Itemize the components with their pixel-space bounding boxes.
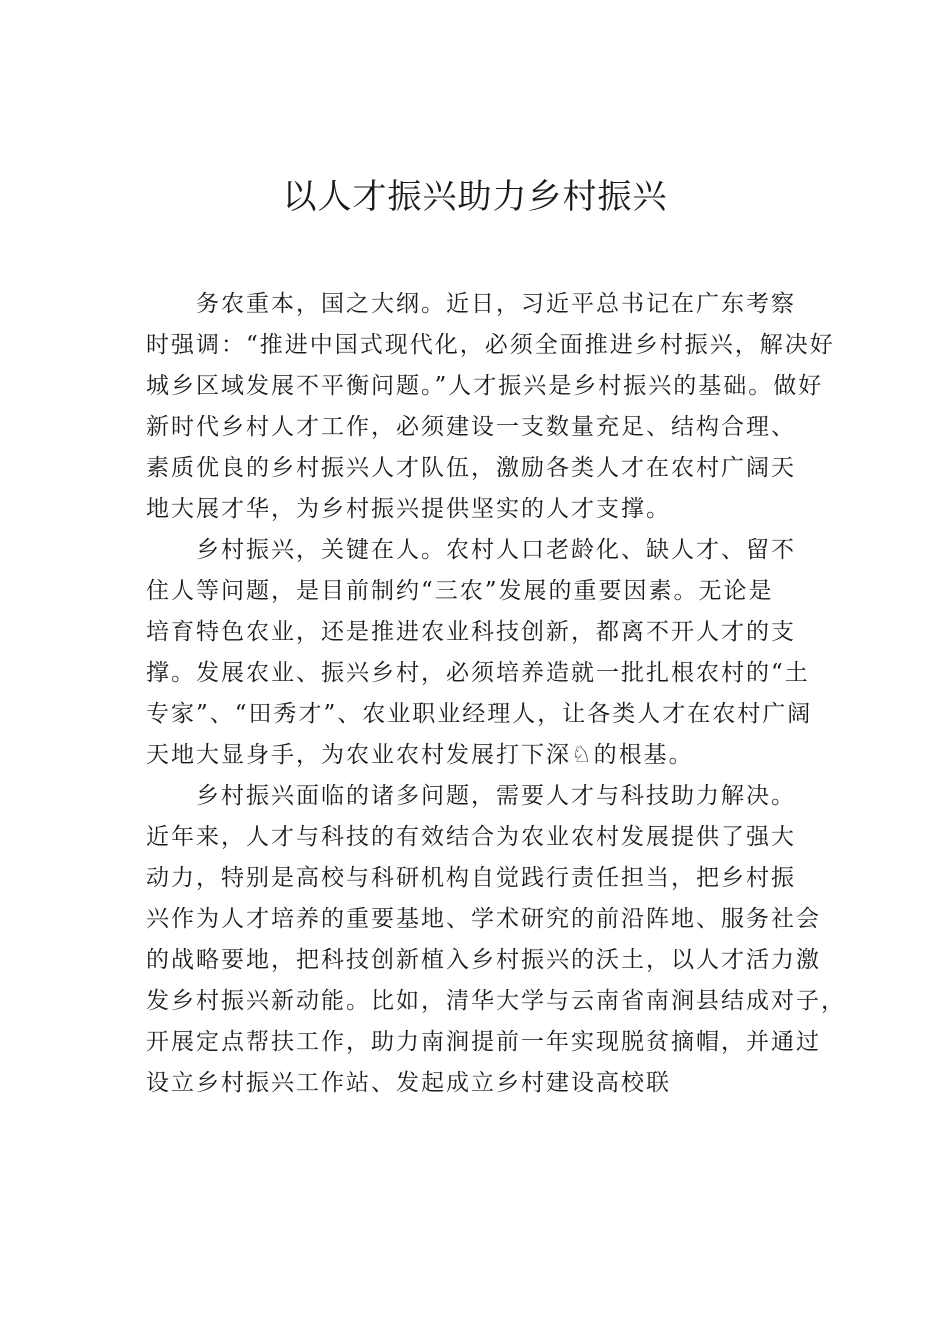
document-title: 以人才振兴助力乡村振兴	[282, 177, 668, 217]
paragraph-line: 素质优良的乡村振兴人才队伍，激励各类人才在农村广阔天	[146, 455, 796, 481]
document-body	[146, 284, 846, 1104]
paragraph-line: 乡村振兴面临的诸多问题，需要人才与科技助力解决。	[196, 783, 796, 809]
paragraph-line: 培育特色农业，还是推进农业科技创新，都离不开人才的支	[146, 619, 796, 645]
paragraph-line: 开展定点帮扶工作，助力南涧提前一年实现脱贫摘帽，并通过	[146, 1029, 821, 1055]
paragraph-line: 城乡区域发展不平衡问题。”人才振兴是乡村振兴的基础。做好	[146, 373, 824, 399]
paragraph-line: 专家”、“田秀才”、农业职业经理人，让各类人才在农村广阔	[146, 701, 813, 727]
paragraph-line: 兴作为人才培养的重要基地、学术研究的前沿阵地、服务社会	[146, 906, 821, 932]
paragraph-line: 撑。发展农业、振兴乡村，必须培养造就一批扎根农村的“土	[146, 660, 810, 686]
paragraph-line: 地大展才华，为乡村振兴提供坚实的人才支撑。	[146, 496, 671, 522]
paragraph-line: 新时代乡村人才工作，必须建设一支数量充足、结构合理、	[146, 414, 796, 440]
paragraph-line: 的战略要地，把科技创新植入乡村振兴的沃土，以人才活力激	[146, 947, 821, 973]
paragraph-line: 住人等问题，是目前制约“三农”发展的重要因素。无论是	[146, 578, 774, 604]
paragraph-line: 发乡村振兴新动能。比如，清华大学与云南省南涧县结成对子，	[146, 988, 846, 1014]
paragraph-line: 天地大显身手，为农业农村发展打下深♘的根基。	[146, 742, 694, 768]
paragraph-line: 近年来，人才与科技的有效结合为农业农村发展提供了强大	[146, 824, 796, 850]
paragraph-line: 务农重本，国之大纲。近日，习近平总书记在广东考察	[196, 291, 796, 317]
paragraph-line: 设立乡村振兴工作站、发起成立乡村建设高校联	[146, 1070, 671, 1096]
paragraph-line: 时强调：“推进中国式现代化，必须全面推进乡村振兴，解决好	[146, 332, 835, 358]
paragraph-line: 乡村振兴，关键在人。农村人口老龄化、缺人才、留不	[196, 537, 796, 563]
paragraph-line: 动力，特别是高校与科研机构自觉践行责任担当，把乡村振	[146, 865, 796, 891]
